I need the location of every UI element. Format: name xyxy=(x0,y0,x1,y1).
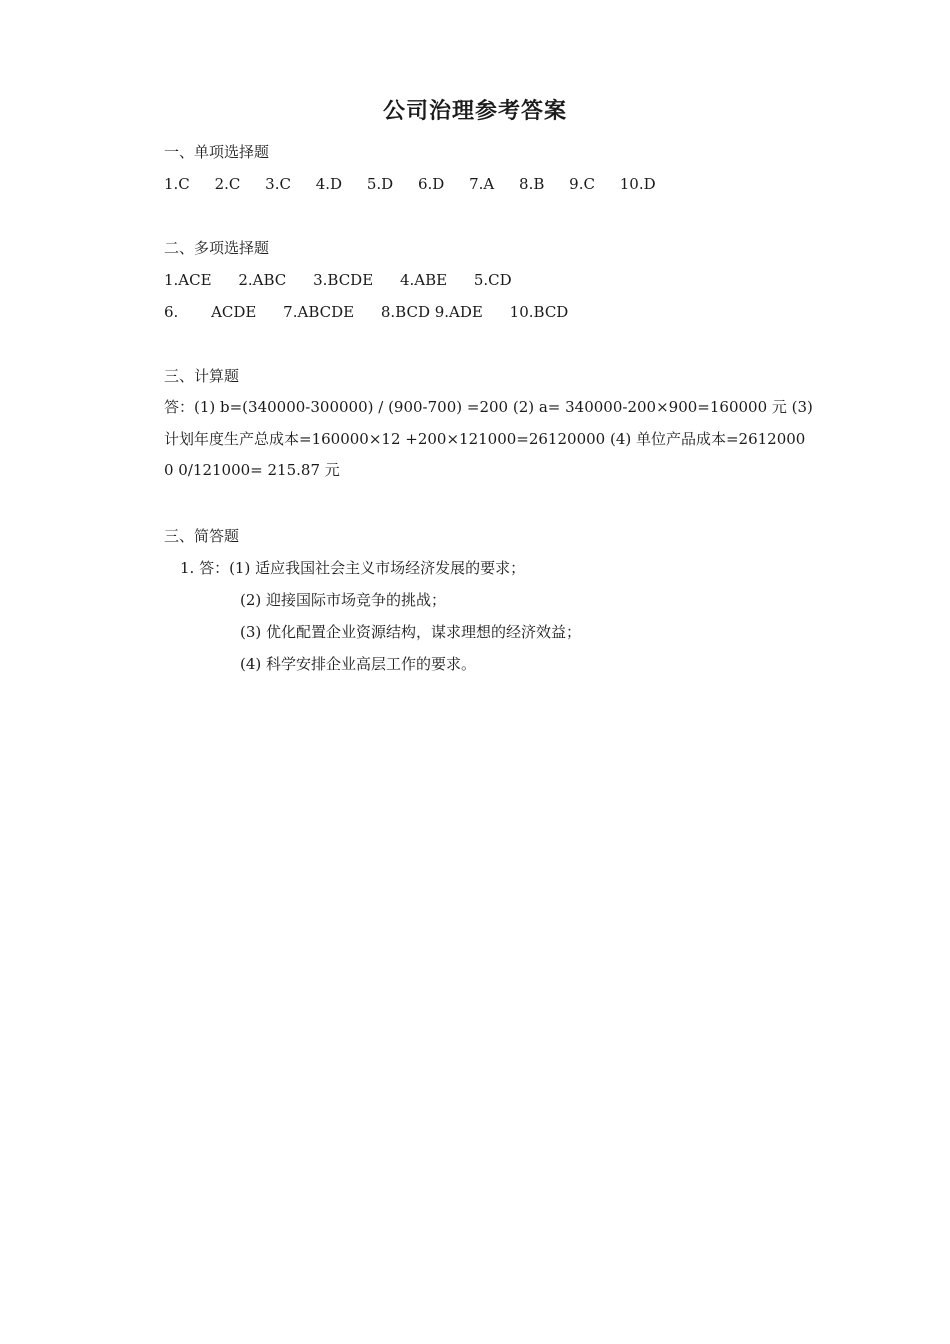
answer-item: 6.D xyxy=(417,175,445,193)
answer-number: 6. xyxy=(164,303,179,321)
multiple-choice-answers-row1 xyxy=(164,270,512,290)
answer-item: 1.ACE xyxy=(164,271,212,289)
answer-item: 5.CD xyxy=(473,271,512,289)
short-answer-item-4: (4) 科学安排企业高层工作的要求。 xyxy=(240,655,477,673)
calculation-answer: 答：(1) b=(340000-300000) / (900-700) =200 (2) a= 340000-200×900=160000 元 (3) 计划年度生产总成本=160000×12 +200×121000=26120000 (4) 单位产品成本=26120000 0/121000= 215.87 元 xyxy=(164,398,813,479)
answer-item: 2.C xyxy=(214,175,241,193)
answer-item: 3.BCDE xyxy=(313,271,374,289)
answer-item: 10.D xyxy=(619,175,656,193)
answer-item: 7.ABCDE xyxy=(283,303,355,321)
section-heading-calculation: 三、计算题 xyxy=(164,367,240,385)
answer-item: 1.C xyxy=(164,175,190,193)
answer-item: 4.ABE xyxy=(399,271,448,289)
section-heading-multiple-choice: 二、多项选择题 xyxy=(164,239,270,257)
answer-item: 8.B xyxy=(519,175,545,193)
answer-item: 8.BCD 9.ADE xyxy=(380,303,483,321)
multiple-choice-answers-row2 xyxy=(164,302,568,322)
short-answer-item-2: (2) 迎接国际市场竞争的挑战； xyxy=(240,591,447,609)
answer-item: 7.A xyxy=(469,175,495,193)
answer-item: 9.C xyxy=(569,175,595,193)
short-answer-item-1: 1. 答：(1) 适应我国社会主义市场经济发展的要求； xyxy=(180,559,526,577)
answer-item: 10.BCD xyxy=(509,303,569,321)
section-heading-short-answer: 三、简答题 xyxy=(164,527,240,545)
answer-item: ACDE xyxy=(211,303,257,321)
single-choice-answers xyxy=(164,174,656,194)
short-answer-item-3: (3) 优化配置企业资源结构，谋求理想的经济效益； xyxy=(240,623,582,641)
answer-item: 4.D xyxy=(315,175,343,193)
answer-item: 2.ABC xyxy=(238,271,287,289)
answer-item: 3.C xyxy=(265,175,291,193)
page-title: 公司治理参考答案 xyxy=(382,99,567,124)
answer-item: 5.D xyxy=(366,175,394,193)
section-heading-single-choice: 一、单项选择题 xyxy=(164,143,270,161)
